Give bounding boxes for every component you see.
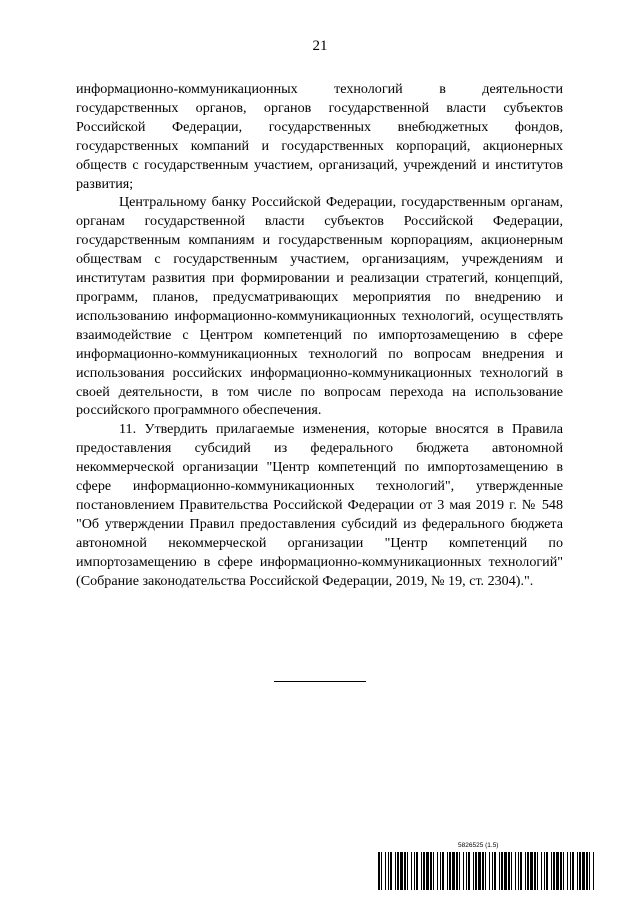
barcode-bar xyxy=(430,852,432,890)
barcode-bar xyxy=(541,852,542,890)
barcode-code-label: 5826525 (1.5) xyxy=(458,842,499,849)
barcode-bar xyxy=(414,852,415,890)
barcode-bar xyxy=(537,852,538,890)
barcode-bar xyxy=(570,852,571,890)
barcode-bar xyxy=(416,852,418,890)
barcode-bar xyxy=(579,852,581,890)
barcode-bar xyxy=(534,852,536,890)
barcode-bar xyxy=(589,852,590,890)
barcode-bar xyxy=(563,852,564,890)
paragraph-central-bank: Центральному банку Российской Федерации, государственным органам, органам государственной власти субъектов Российской Федерации, государственным компаниям и государственным корпорациям, акционерным обществам с государственным участием, организациям, учреждениям и институтам развития при формировании и реализации стратегий, концепций, программ, планов, предусматривающих мероприятия по внедрению и использованию информационно-коммуникационных технологий, осуществлять взаимодействие с Центром компетенций по импортозамещению в сфере информационно-коммуникационных технологий по вопросам внедрения и использования российских информационно-коммуникационных технологий в своей деятельности, в том числе по вопросам перехода на использование российского программного обеспечения. xyxy=(76,194,563,419)
barcode-bar xyxy=(504,852,507,890)
barcode-bar xyxy=(525,852,526,890)
barcode-bar xyxy=(567,852,568,890)
barcode-bar xyxy=(475,852,477,890)
barcode-bar xyxy=(527,852,529,890)
barcode-bar xyxy=(556,852,559,890)
barcode-bar xyxy=(501,852,503,890)
barcode-bar xyxy=(544,852,545,890)
barcode-bar xyxy=(508,852,510,890)
end-separator-line xyxy=(274,681,366,682)
barcode-bar xyxy=(397,852,399,890)
paragraph-item-11: 11. Утвердить прилагаемые изменения, которые вносятся в Правила предоставления субсидий из федерального бюджета автономной некоммерческой организации "Центр компетенций по импортозамещению в сфере информационно-коммуникационных технологий", утвержденные постановлением Правительства Российской Федерации от 3 мая 2019 г. № 548 "Об утверждении Правил предоставления субсидий из федерального бюджета автономной некоммерческой организации "Центр компетенций по импортозамещению в сфере информационно-коммуникационных технологий" (Собрание законодательства Российской Федерации, 2019, № 19, ст. 2304).". xyxy=(76,421,563,589)
barcode-bar xyxy=(593,852,594,890)
barcode-bar xyxy=(442,852,444,890)
barcode-bar xyxy=(489,852,490,890)
barcode-bar xyxy=(553,852,555,890)
paragraph-continuation: информационно-коммуникационных технологий в деятельности государственных органов, органов государственной власти субъектов Российской Федерации, государственных внебюджетных фондов, государственных компаний и государственных корпораций, акционерных обществ с государственным участием, организаций, учреждений и институтов развития; xyxy=(76,81,563,192)
barcode-bar xyxy=(485,852,486,890)
barcode-bar xyxy=(449,852,451,890)
barcode-bar xyxy=(463,852,464,890)
document-body xyxy=(76,80,563,590)
barcode-bar xyxy=(456,852,458,890)
barcode-bar xyxy=(582,852,585,890)
barcode-bar xyxy=(437,852,438,890)
barcode-bar xyxy=(577,852,578,890)
barcode-bar xyxy=(423,852,425,890)
barcode-bar xyxy=(378,852,380,890)
barcode-bar xyxy=(407,852,408,890)
barcode-bar xyxy=(499,852,500,890)
page-number: 21 xyxy=(312,38,328,54)
barcode-bar xyxy=(395,852,396,890)
barcode-bar xyxy=(385,852,386,890)
barcode-bar xyxy=(381,852,382,890)
barcode-bar xyxy=(530,852,533,890)
barcode-bar xyxy=(390,852,392,890)
barcode-bar xyxy=(586,852,588,890)
barcode-bar xyxy=(551,852,552,890)
barcode-bar xyxy=(433,852,434,890)
barcode-bar xyxy=(572,852,574,890)
barcode-bar xyxy=(473,852,474,890)
barcode-bar xyxy=(482,852,484,890)
barcode-bar xyxy=(492,852,493,890)
barcode-bar xyxy=(411,852,412,890)
barcode-bar xyxy=(494,852,496,890)
barcode-bar xyxy=(478,852,481,890)
barcode-bar xyxy=(447,852,448,890)
barcode-bar xyxy=(466,852,467,890)
barcode-bar xyxy=(388,852,389,890)
barcode-bar xyxy=(546,852,548,890)
barcode-bar xyxy=(404,852,406,890)
barcode-bar xyxy=(518,852,519,890)
barcode-bar xyxy=(426,852,429,890)
barcode-icon xyxy=(378,852,598,890)
barcode-bar xyxy=(515,852,516,890)
barcode-bar xyxy=(511,852,512,890)
barcode-bar xyxy=(440,852,441,890)
barcode-bar xyxy=(468,852,470,890)
barcode-bar xyxy=(560,852,562,890)
barcode-bar xyxy=(400,852,403,890)
barcode-bar xyxy=(421,852,422,890)
barcode-bar xyxy=(520,852,522,890)
barcode-bar xyxy=(459,852,460,890)
barcode-bar xyxy=(452,852,455,890)
